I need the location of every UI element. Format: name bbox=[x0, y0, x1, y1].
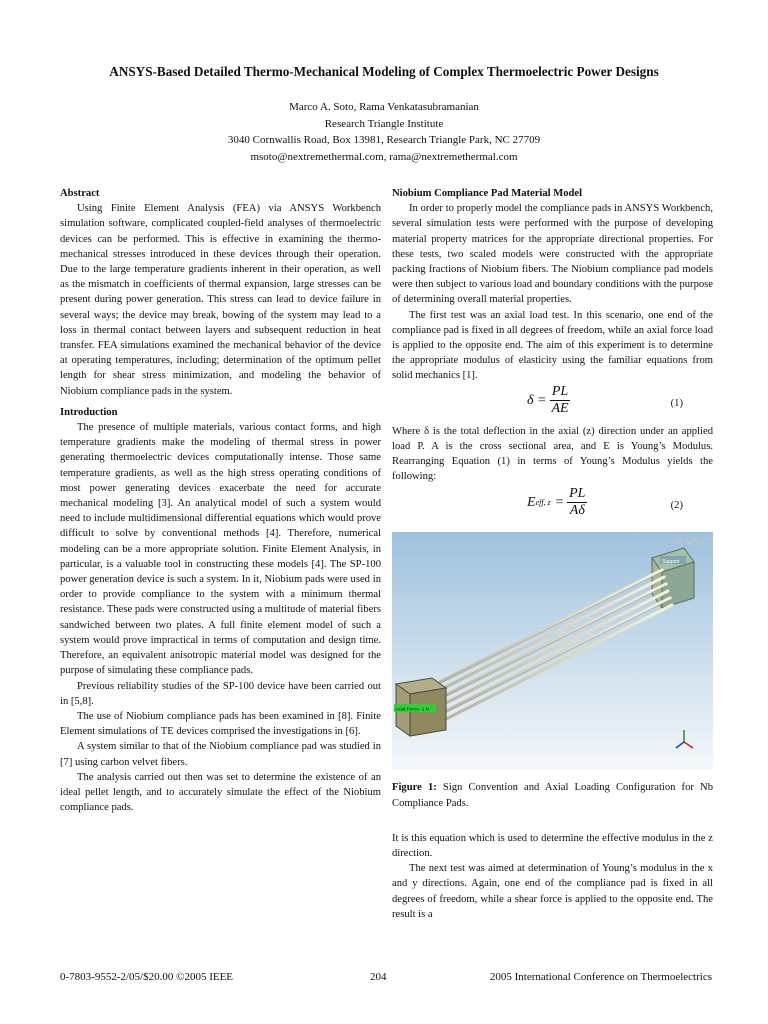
intro-paragraph: Previous reliability studies of the SP-100 device have been carried out in [5,8]. bbox=[60, 680, 381, 707]
eq2-label: (2) bbox=[670, 500, 683, 512]
niobium-heading: Niobium Compliance Pad Material Model bbox=[392, 188, 583, 199]
author-address: 3040 Cornwallis Road, Box 13981, Research Triangle Park, NC 27709 bbox=[227, 134, 541, 146]
left-column bbox=[60, 186, 381, 815]
eq2-subscript: eff, z bbox=[535, 498, 551, 508]
eq1-lhs: δ = bbox=[527, 392, 547, 408]
caption-label: Figure 1: bbox=[392, 782, 437, 794]
page-number: 204 bbox=[370, 971, 387, 983]
footer-copyright: 0-7803-9552-2/05/$20.00 ©2005 IEEE bbox=[60, 971, 234, 983]
eq1-denominator: AE bbox=[551, 400, 569, 416]
introduction-heading: Introduction bbox=[60, 406, 118, 418]
paper-title: ANSYS-Based Detailed Thermo-Mechanical Modeling of Complex Thermoelectric Power Designs bbox=[109, 64, 659, 79]
abstract-heading: Abstract bbox=[60, 188, 100, 199]
right-column bbox=[392, 186, 713, 922]
watermark: ANSYS bbox=[676, 536, 713, 549]
footer-conference: 2005 International Conference on Thermoelectrics bbox=[489, 971, 712, 983]
author-names: Marco A. Soto, Rama Venkatasubramanian bbox=[289, 101, 479, 113]
niobium-paragraph: Where δ is the total deflection in the axial (z) direction under an applied load P. A is the cross sectional area, and E is Young’s Modulus. Rearranging Equation (1) in terms of Young’s Modulus yields the following: bbox=[392, 425, 713, 483]
intro-paragraph: The presence of multiple materials, various contact forms, and high temperature gradients make the modeling of thermal stress in power generating thermoelectric devices computationally intense. Those same temperature gradients, as well as the high stress operating conditions of most power generating devices exacerbate the need for accurate mechanical modeling [3]. An analytical model of such a system would need to include multidimensional differential equations which would prove difficult to solve by conventional methods [4]. Therefore, numerical modeling can be a more appropriate solution. Finite Element Analysis, in particular, is a valuable tool in constructing these models [4]. The SP-100 power generation device is such a system. In it, Niobium pads were used in order to provide compliance to the system with a minimum thermal resistance. These pads were constructed using a multitude of material fibers sandwiched between two plates. A full finite element model of such a system would prove impractical in terms of computation and design time. Therefore, an equivalent anisotropic material model was designed for the purpose of simulating these compliance pads. bbox=[60, 422, 381, 677]
equation-1 bbox=[392, 384, 713, 424]
figure-1-ansys-render bbox=[392, 532, 713, 770]
eq2-lhs: E bbox=[527, 495, 536, 511]
support-tag: Support bbox=[662, 559, 680, 566]
eq2-numerator: PL bbox=[569, 486, 586, 502]
caption-text: Sign Convention and Axial Loading Configuration for Nb Compliance Pads. bbox=[392, 782, 713, 809]
author-block bbox=[40, 99, 728, 165]
niobium-paragraph: It is this equation which is used to determine the effective modulus in the z direction. bbox=[392, 832, 713, 860]
intro-paragraph: A system similar to that of the Niobium compliance pad was studied in [7] using carbon velvet fibers. bbox=[60, 741, 381, 768]
eq2-denominator: Aδ bbox=[569, 503, 585, 519]
equation-2 bbox=[392, 486, 713, 526]
eq1-numerator: PL bbox=[551, 383, 569, 399]
niobium-paragraph: The first test was an axial load test. In this scenario, one end of the compliance pad is fixed in all degrees of freedom, while an axial force load is applied to the opposite end. The aim of this experiment is to determine the appropriate modulus of elasticity using the familiar equations from solid mechanics [1]. bbox=[392, 309, 713, 382]
niobium-paragraph: The next test was aimed at determination of Young’s modulus in the x and y directions. Again, one end of the compliance pad is fixed in all degrees of freedom, while a shear force is applied to the opposite end. The result is a bbox=[392, 863, 713, 920]
abstract-text: Using Finite Element Analysis (FEA) via ANSYS Workbench simulation software, complicated coupled-field analyses of thermoelectric devices can be performed. This is effective in examining the thermo-mechanical stresses introduced in these devices through their operation. Due to the large temperature gradients inherent in their operation, as well as the mismatch in coefficients of thermal expansion, large stresses can be present during power generation. This stress can lead to device failure in several ways; the device may break, bowing of the system may lead to a loss in thermal contact between layers and subsequent reduction in heat transfer. FEA simulations examined the mechanical behavior of the device at operating temperatures, including; determination of the optimum pellet length for shear stress minimization, and modeling the behavior of Niobium compliance pads in the system. bbox=[60, 203, 381, 397]
author-emails[interactable]: msoto@nextremethermal.com, rama@nextremethermal.com bbox=[250, 150, 518, 163]
intro-paragraph: The use of Niobium compliance pads has been examined in [8]. Finite Element simulations of TE devices comprised the investigations in [6]. bbox=[60, 710, 381, 738]
axial-force-tag: Axial Force: 1 N bbox=[395, 707, 430, 713]
figure-caption bbox=[392, 780, 713, 810]
eq2-equals: = bbox=[554, 495, 565, 511]
niobium-paragraph: In order to properly model the compliance pads in ANSYS Workbench, several simulation tests were performed with the purpose of developing material property matrices for the appropriate directional properties. For these tests, two scaled models were constructed with the appropriate packing fractions of Niobium fibers. The Niobium compliance pad models were then subject to various load and boundary conditions with the purpose of determining overall material properties. bbox=[392, 203, 713, 306]
eq1-label: (1) bbox=[670, 397, 683, 409]
intro-paragraph: The analysis carried out then was set to determine the existence of an ideal pellet length, and to accurately simulate the effect of the Niobium compliance pads. bbox=[60, 771, 381, 814]
author-institution: Research Triangle Institute bbox=[324, 117, 444, 130]
